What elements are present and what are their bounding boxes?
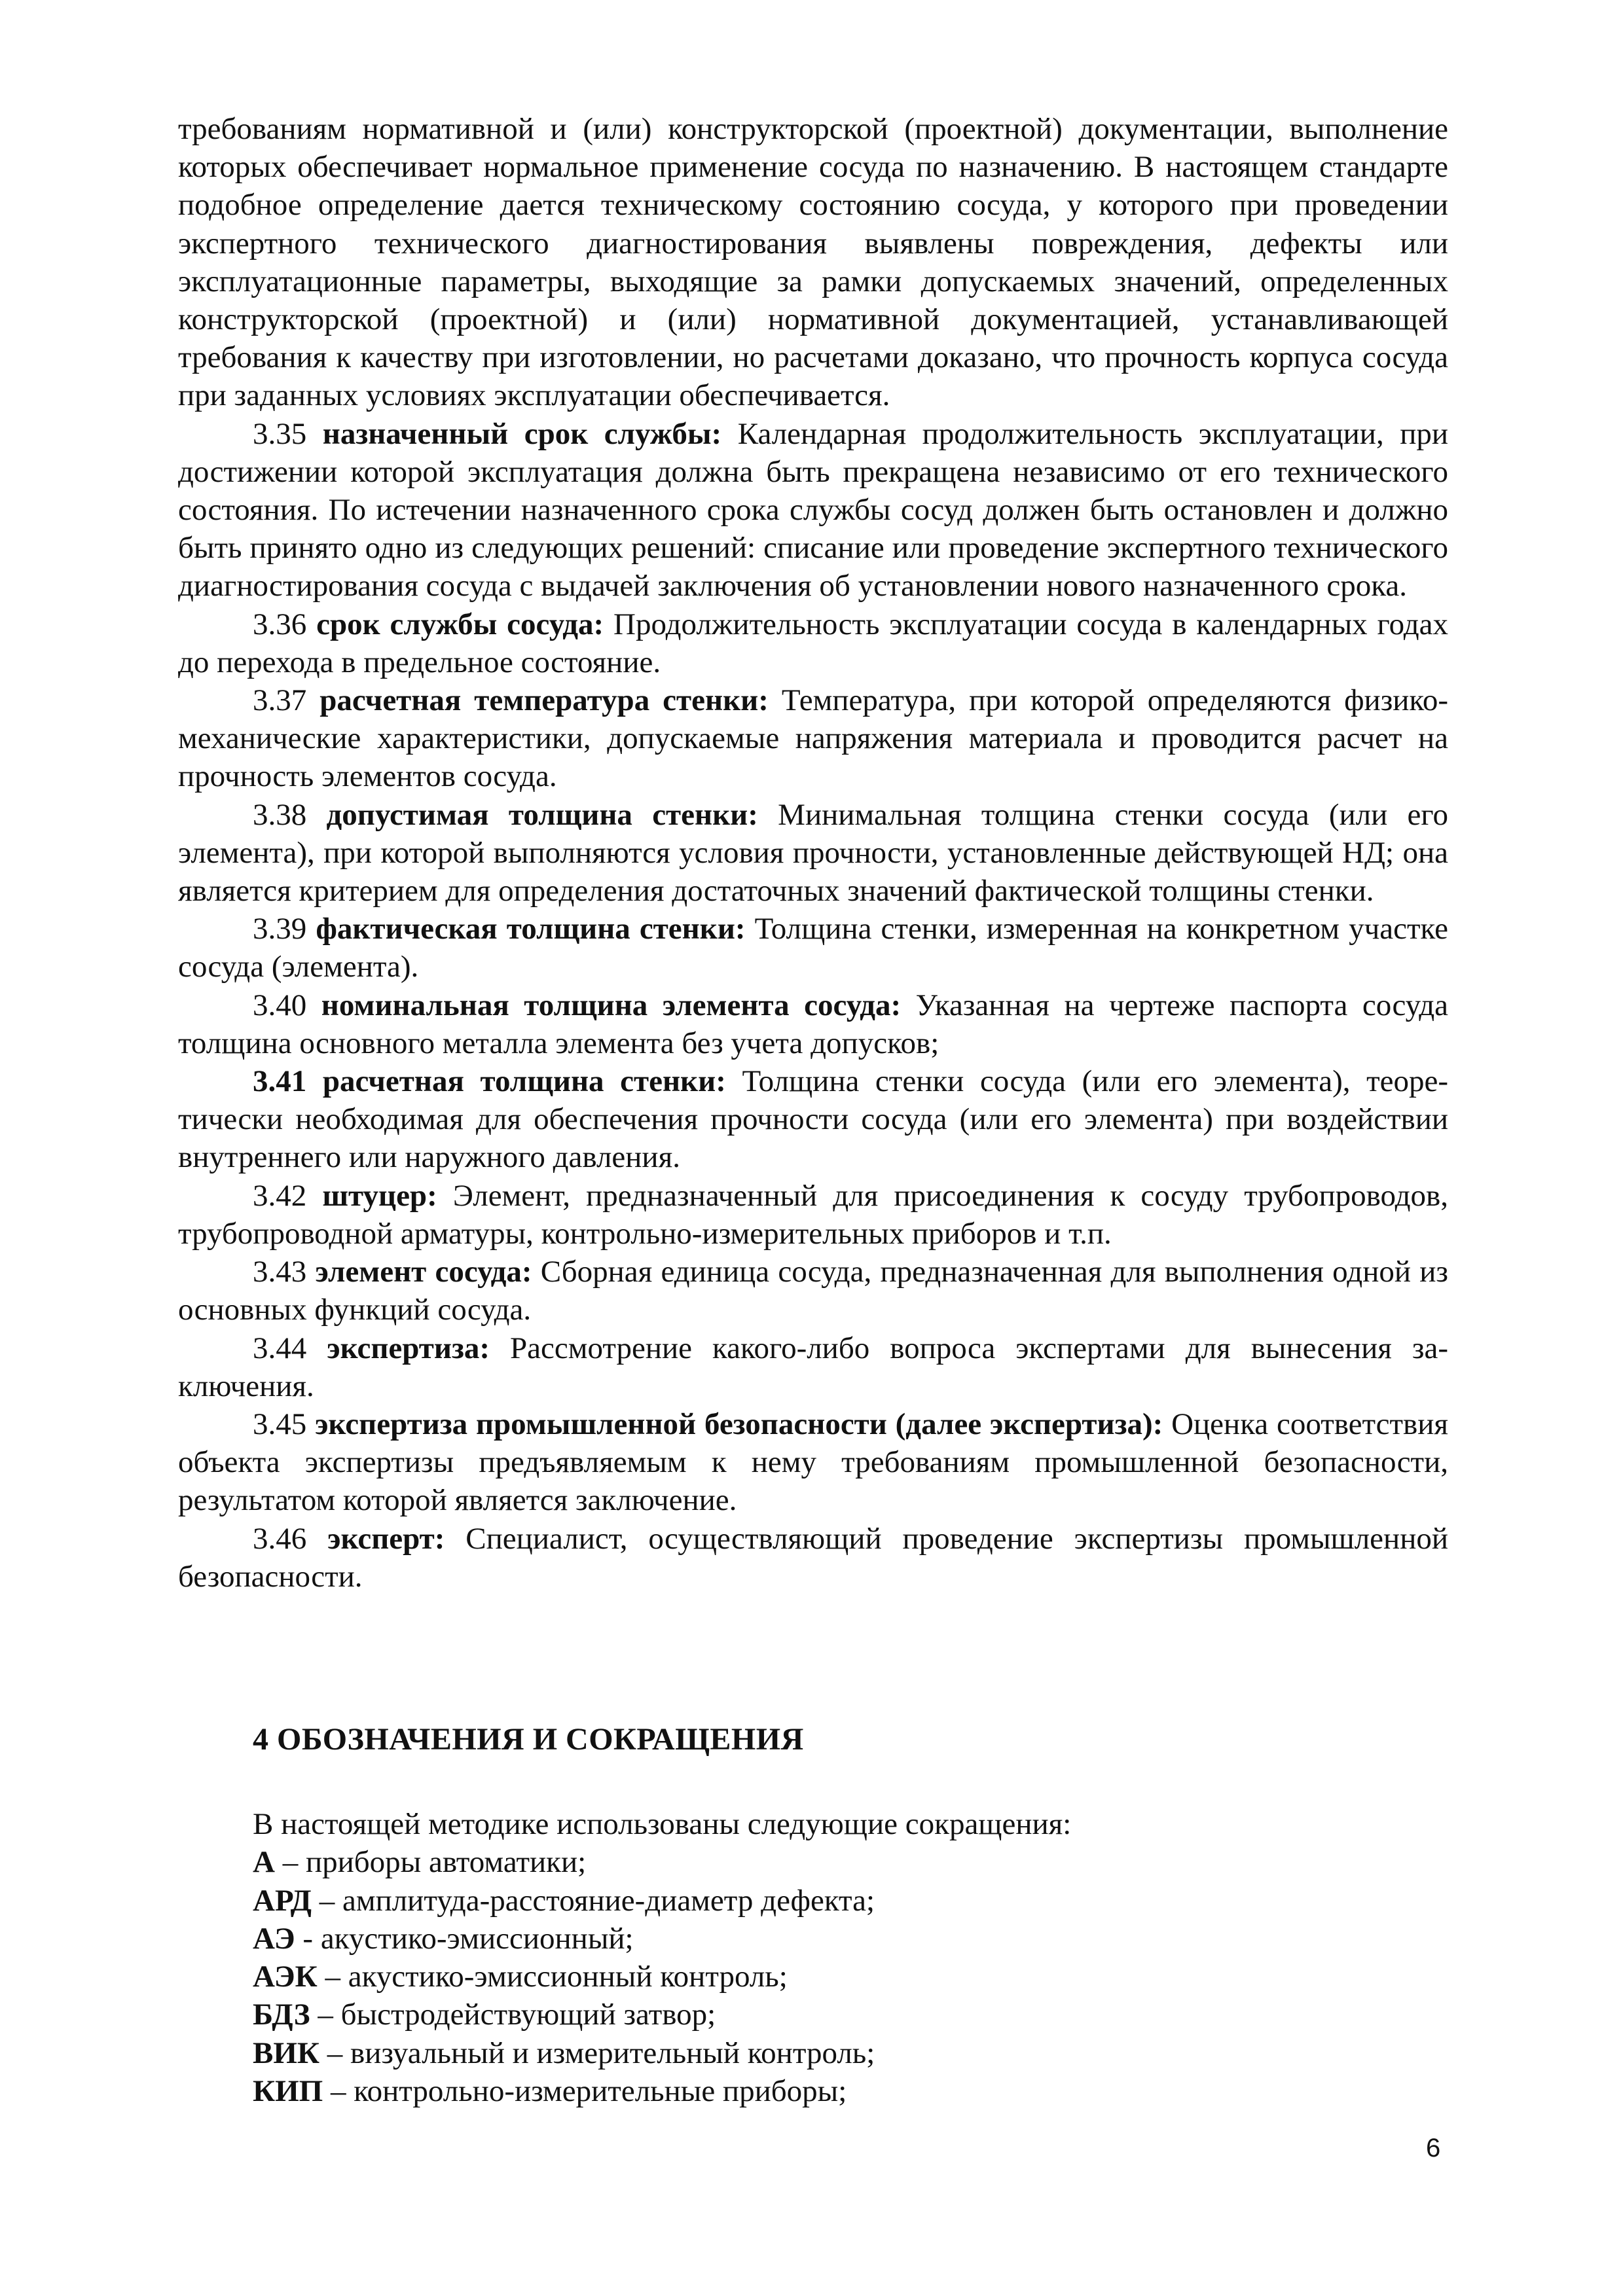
definition-term: элемент сосуда: bbox=[315, 1255, 532, 1289]
abbreviation-item bbox=[253, 1882, 1448, 1920]
abbreviation-key: КИП bbox=[253, 2074, 323, 2109]
abbreviation-separator: – bbox=[319, 2036, 350, 2070]
definition-term: экспертиза: bbox=[327, 1331, 490, 1365]
abbreviations-intro: В настоящей методике использованы следующие сокращения: bbox=[253, 1807, 1072, 1841]
definition-3-38 bbox=[178, 796, 1448, 910]
definition-number: 3.37 bbox=[253, 683, 307, 718]
definition-number: 3.44 bbox=[253, 1331, 307, 1365]
definition-3-35 bbox=[178, 415, 1448, 605]
abbreviation-key: А bbox=[253, 1845, 275, 1880]
abbreviation-item bbox=[253, 1996, 1448, 2034]
abbreviation-text: акустико-эмиссионный; bbox=[320, 1921, 634, 1956]
definition-term: штуцер: bbox=[322, 1178, 437, 1213]
definition-term: расчетная температура стенки: bbox=[319, 683, 769, 718]
abbreviation-text: быстродействующий затвор; bbox=[340, 1998, 716, 2032]
definition-3-40 bbox=[178, 986, 1448, 1062]
abbreviation-separator: - bbox=[295, 1921, 321, 1956]
definition-number: 3.39 bbox=[253, 912, 307, 946]
abbreviation-key: АЭ bbox=[253, 1921, 295, 1956]
definition-text: Минимальная толщина стенки сосуда (или его элемента), при которой выполняются условия прочности, установленные действующей НД; она является критерием для определения достаточных значений фактической толщины стенки. bbox=[178, 797, 1448, 908]
abbreviation-text: приборы автоматики; bbox=[305, 1845, 587, 1880]
page-number: 6 bbox=[1426, 2134, 1441, 2162]
abbreviation-key: БДЗ bbox=[253, 1998, 310, 2032]
definition-term: допустимая толщина стенки: bbox=[326, 797, 758, 832]
definition-term: фактическая толщина стенки: bbox=[316, 912, 746, 946]
abbreviation-key: АЭК bbox=[253, 1960, 318, 1994]
definition-text: Указанная на чертеже паспорта сосуда толщина основного металла элемента без учета допусков; bbox=[178, 988, 1448, 1060]
definition-number: 3.46 bbox=[253, 1521, 307, 1556]
definition-number: 3.40 bbox=[253, 988, 307, 1022]
abbreviation-item bbox=[253, 1958, 1448, 1996]
definition-3-44 bbox=[178, 1329, 1448, 1405]
definition-term: эксперт: bbox=[327, 1521, 445, 1556]
abbreviation-item bbox=[253, 2034, 1448, 2072]
definition-text: Оценка соответствия объекта экспертизы предъявляемым к нему требованиям промышленной безопасности, результатом которой является заключение. bbox=[178, 1407, 1449, 1518]
definition-number: 3.35 bbox=[253, 416, 307, 451]
abbreviation-key: АРД bbox=[253, 1883, 312, 1918]
definition-3-37 bbox=[178, 681, 1448, 796]
definition-text: Рассмотрение какого-либо вопроса экспертами для вынесения заключения. bbox=[178, 1331, 1448, 1403]
definition-text: Толщина стенки, измеренная на конкретном участке сосуда (элемента). bbox=[178, 912, 1449, 984]
definition-term: номинальная толщина элемента сосуда: bbox=[321, 988, 902, 1022]
definition-number: 3.45 bbox=[253, 1407, 307, 1441]
definition-text: Сборная единица сосуда, предназначенная для выполнения одной из основных функций сосуда. bbox=[178, 1255, 1448, 1327]
definition-3-39 bbox=[178, 910, 1448, 986]
definition-3-42 bbox=[178, 1177, 1448, 1253]
definitions-text bbox=[178, 110, 1448, 1596]
abbreviation-separator: – bbox=[323, 2074, 354, 2109]
abbreviation-separator: – bbox=[274, 1845, 306, 1880]
abbreviation-item bbox=[253, 1843, 1448, 1881]
abbreviation-item bbox=[253, 1920, 1448, 1958]
abbreviation-key: ВИК bbox=[253, 2036, 319, 2070]
abbreviation-text: акустико-эмиссионный контроль; bbox=[348, 1960, 788, 1994]
abbreviation-separator: – bbox=[310, 1998, 341, 2032]
definition-term: экспертиза промышленной безопасности (далее экспертиза): bbox=[315, 1407, 1163, 1441]
definition-term: назначенный срок службы: bbox=[322, 416, 722, 451]
definition-term: срок службы сосуда: bbox=[316, 607, 604, 641]
definition-number: 3.42 bbox=[253, 1178, 307, 1213]
definition-text: Продолжительность эксплуатации сосуда в календарных годах до перехода в предельное состояние. bbox=[178, 607, 1449, 679]
definition-text: Элемент, предназначенный для присоединения к сосуду трубопроводов, трубопроводной арматуры, контрольно-измерительных приборов и т.п. bbox=[178, 1178, 1448, 1251]
abbreviation-separator: – bbox=[317, 1960, 348, 1994]
abbreviation-text: визуальный и измерительный контроль; bbox=[350, 2036, 875, 2070]
definition-3-43 bbox=[178, 1253, 1448, 1329]
abbreviation-separator: – bbox=[311, 1883, 342, 1918]
abbreviation-text: контрольно-измерительные приборы; bbox=[354, 2074, 847, 2109]
abbreviations-list bbox=[253, 1805, 1448, 2110]
definition-3-45 bbox=[178, 1405, 1448, 1520]
definition-3-46 bbox=[178, 1520, 1448, 1596]
definition-number: 3.38 bbox=[253, 797, 307, 832]
definition-text: Специалист, осуществляющий проведение экспертизы промышленной безопасности. bbox=[178, 1521, 1449, 1594]
definition-term: расчетная толщина стенки: bbox=[322, 1064, 726, 1099]
definition-3-36 bbox=[178, 605, 1448, 681]
definition-number: 3.36 bbox=[253, 607, 307, 641]
definition-text: Календарная продолжительность эксплуатации, при достижении которой эксплуатация должна быть прекращена независимо от его технического состояния. По истечении назначенного срока службы сосуд должен быть остановлен и должно быть принято одно из следующих решений: списание или проведение экспертного технического диагностирования сосуда с выдачей заключения об установлении нового назначенного срока. bbox=[178, 416, 1449, 603]
definition-3-41 bbox=[178, 1062, 1448, 1177]
definition-text: Толщина стенки сосуда (или его элемента), теоретически необходимая для обеспечения прочности сосуда (или его элемента) при воздействии внутреннего или наружного давления. bbox=[178, 1064, 1449, 1175]
definition-text: Температура, при которой определяются физико-механические характеристики, допускаемые напряжения материала и проводится расчет на прочность элементов сосуда. bbox=[178, 683, 1449, 794]
definition-number: 3.41 bbox=[253, 1064, 307, 1099]
section-4-heading: 4 ОБОЗНАЧЕНИЯ И СОКРАЩЕНИЯ bbox=[253, 1722, 804, 1757]
continuation-paragraph: требованиям нормативной и (или) конструкторской (проектной) документации, выполнение которых обеспечивает нормальное применение сосуда по назначению. В настоящем стандарте подобное определение дается техническому состоянию сосуда, у которого при проведении экспертного технического диагностирования выявлены повреждения, дефекты или эксплуатационные параметры, выходящие за рамки допускаемых значений, определенных конструкторской (проектной) и (или) нормативной документацией, устанавливающей требования к качеству при изготовлении, но расчетами доказано, что прочность корпуса сосуда при заданных условиях эксплуатации обеспечивается. bbox=[178, 112, 1448, 413]
abbreviation-text: амплитуда-расстояние-диаметр дефекта; bbox=[342, 1883, 875, 1918]
definition-number: 3.43 bbox=[253, 1255, 307, 1289]
abbreviation-item bbox=[253, 2072, 1448, 2110]
